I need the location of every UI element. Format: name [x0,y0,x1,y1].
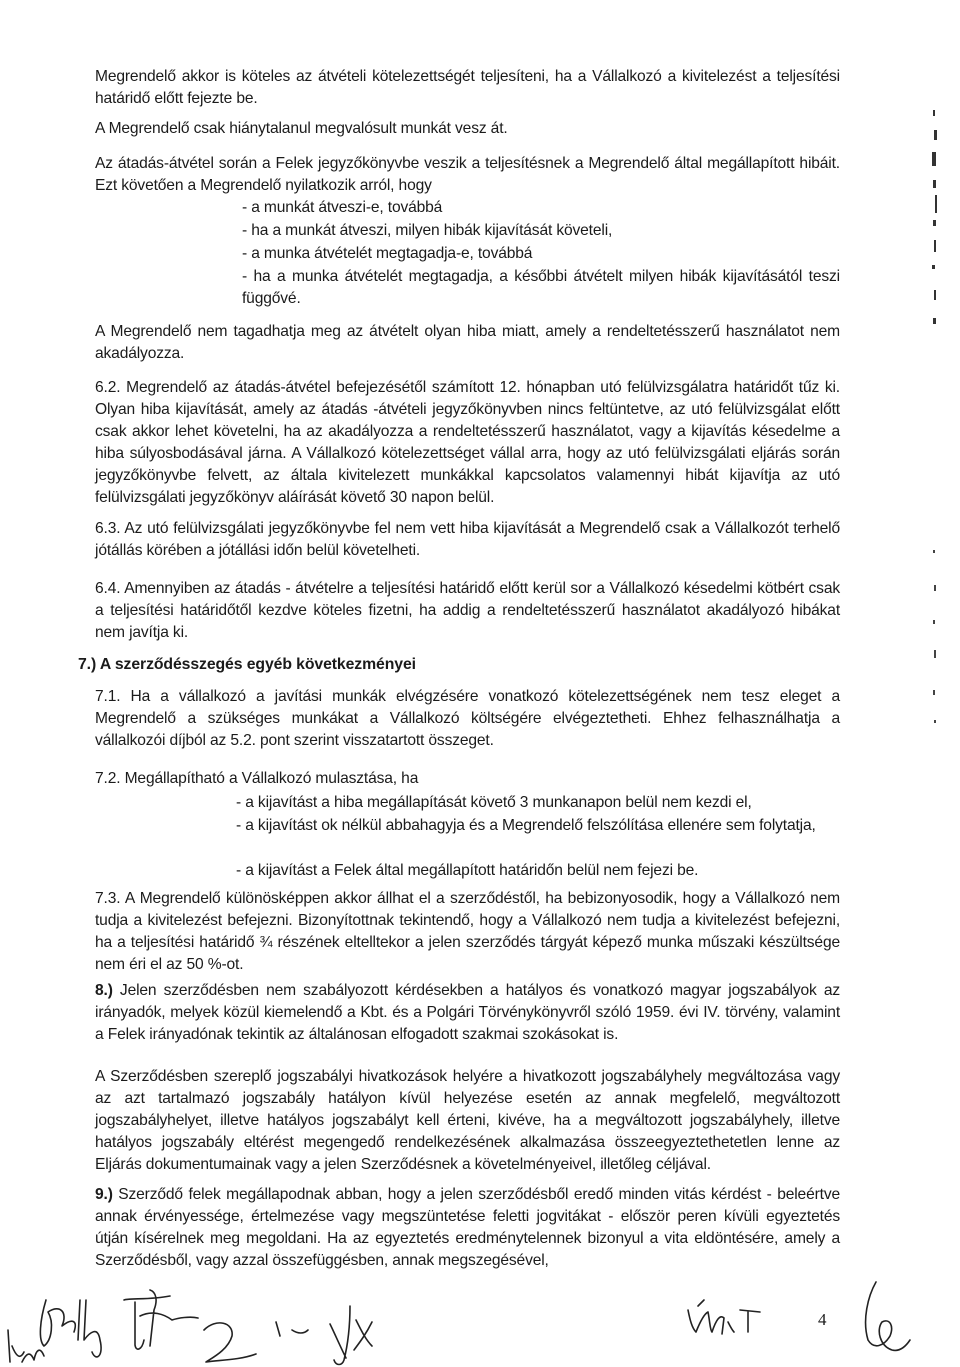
paragraph-6-3: 6.3. Az utó felülvizsgálati jegyzőkönyvbe fel nem vett hiba kijavítását a Megrendelő csak a Vállalkozót terhelő jótállás körében a jótállási időn belül követelheti. [95,520,840,560]
initials-signature-5 [330,1306,372,1365]
list-item: - a kijavítást a hiba megállapítását követő 3 munkanapon belül nem kezdi el, [236,794,752,811]
section-number-8: 8.) [95,982,113,999]
paragraph-handover: Az átadás-átvétel során a Felek jegyzőkönyvbe veszik a teljesítésnek a Megrendelő által megállapított hibáit. Ezt követően a Megrendelő nyilatkozik arról, hogy [95,155,840,195]
paragraph-7-2: 7.2. Megállapítható a Vállalkozó mulasztása, ha [95,770,419,787]
initials-signature-2 [124,1290,198,1349]
paragraph-7-1: 7.1. Ha a vállalkozó a javítási munkák elvégzésére vonatkozó kötelezettségének nem tesz eleget a Megrendelő a szükséges munkákat a Vállalkozó költségére elvégeztetheti. Ehhez felhasználhatja a vállalkozói díjból az 5.2. pont szerint visszatartott összeget. [95,688,840,750]
paragraph-complete-work: A Megrendelő csak hiánytalanul megvalósult munkát vesz át. [95,120,508,137]
list-item: - ha a munka átvételét megtagadja, a későbbi átvételt milyen hibák kijavításától teszi függővé. [242,268,840,308]
initials-signature-6 [688,1300,760,1334]
paragraph-6-2: 6.2. Megrendelő az átadás-átvétel befejezésétől számított 12. hónapban utó felülvizsgálatra határidőt tűz ki. Olyan hiba kijavítását, amely az átadás -átvételi jegyzőkönyvben nincs feltüntetve, az utó felülvizsgálat előtt csak akkor lehet követelni, ha az akadályozza a rendeltetésszerű használatot, vagy a kijavítás késedelme a hiba súlyosbodásával járna. A Vállalkozó kötelezettséget vállal arra, hogy az utó felülvizsgálati eljárás során jegyzőkönyvbe felvett, az általa kivitelezett munkákkal kapcsolatos valamennyi hibát kijavítja az utó felülvizsgálati jegyzőkönyv aláírását követő 30 napon belül. [95,379,840,507]
paragraph-7-3: 7.3. A Megrendelő különösképpen akkor állhat el a szerződéstől, ha bebizonyosodik, hogy a Vállalkozó nem tudja a kivitelezést befejezni. Bizonyítottnak tekintendő, hogy a Vállalkozó nem tudja a kivitelezést befejezni, ha a teljesítési határidő ¾ részének eltelltekor a jelen szerződés tárgyát képező munka műszaki készültsége nem éri el az 50 %-ot. [95,890,840,974]
initials-signature-1 [8,1300,101,1362]
list-item: - a munka átvételét megtagadja-e, továbbá [242,245,533,262]
paragraph-8-text: Jelen szerződésben nem szabályozott kérdésekben a hatályos és vonatkozó magyar jogszabályok az irányadók, melyek közül kiemelendő a Kbt. és a Polgári Törvénykönyvről szóló 1959. évi IV. törvény, valamint a Felek irányadónak tekintik az általánosan elfogadott szakmai szokásokat is. [95,982,840,1044]
paragraph-refusal-limit: A Megrendelő nem tagadhatja meg az átvételt olyan hiba miatt, amely a rendeltetésszerű használatot nem akadályozza. [95,323,840,363]
list-item: - a munkát átveszi-e, továbbá [242,199,443,216]
paragraph-6-4: 6.4. Amennyiben az átadás - átvételre a teljesítési határidő előtt kerül sor a Vállalkozó késedelmi kötbért csak a teljesítési határidőtől kezdve köteles fizetni, ha addig a rendeltetésszerű használatot akadályozó hibákat nem javítja ki. [95,580,840,642]
paragraph-acceptance-obligation: Megrendelő akkor is köteles az átvételi kötelezettségét teljesíteni, ha a Vállalkozó a kivitelezést a teljesítési határidő előtt fejezte be. [95,68,840,108]
list-item: - a kijavítást ok nélkül abbahagyja és a Megrendelő felszólítása ellenére sem folytatja, [236,817,816,834]
paragraph-legal-references: A Szerződésben szereplő jogszabályi hivatkozások helyére a hivatkozott jogszabályhely megváltozása vagy az azt tartalmazó jogszabály hatályon kívül helyezése esetén az annak megfelelő, megváltozott jogszabályhelyet, illetve hatályos jogszabályt kell érteni, kivéve, ha a megváltozott jogszabályhely, illetve hatályos jogszabály eltérést megengedő rendelkezésének alkalmazása összeegyeztethetetlen lenne az Eljárás dokumentumainak vagy a jelen Szerződésnek a követelményeivel, illetőleg céljával. [95,1068,840,1174]
section-number-9: 9.) [95,1186,113,1203]
page-number: 4 [818,1310,827,1329]
paragraph-9-text: Szerződő felek megállapodnak abban, hogy a jelen szerződésből eredő minden vitás kérdést - beleértve annak érvényessége, értelmezése vagy megszüntetése feletti jogvitákat - először peren kívüli egyeztetés útján kísérelnek meg megoldani. Ha az egyeztetés eredménytelennek bizonyul a vita eldöntésére, amely a Szerződésből, vagy azzal összefüggésben, annak megszegésével, [95,1186,840,1270]
initials-signature-3 [204,1323,256,1362]
list-item: - a kijavítást a Felek által megállapított határidőn belül nem fejezi be. [236,862,699,879]
handwritten-letter-a [866,1282,910,1350]
section-heading-7: 7.) A szerződésszegés egyéb következményei [78,656,416,673]
list-item: - ha a munkát átveszi, milyen hibák kijavítását követeli, [242,222,613,239]
initials-signature-4 [276,1322,308,1336]
